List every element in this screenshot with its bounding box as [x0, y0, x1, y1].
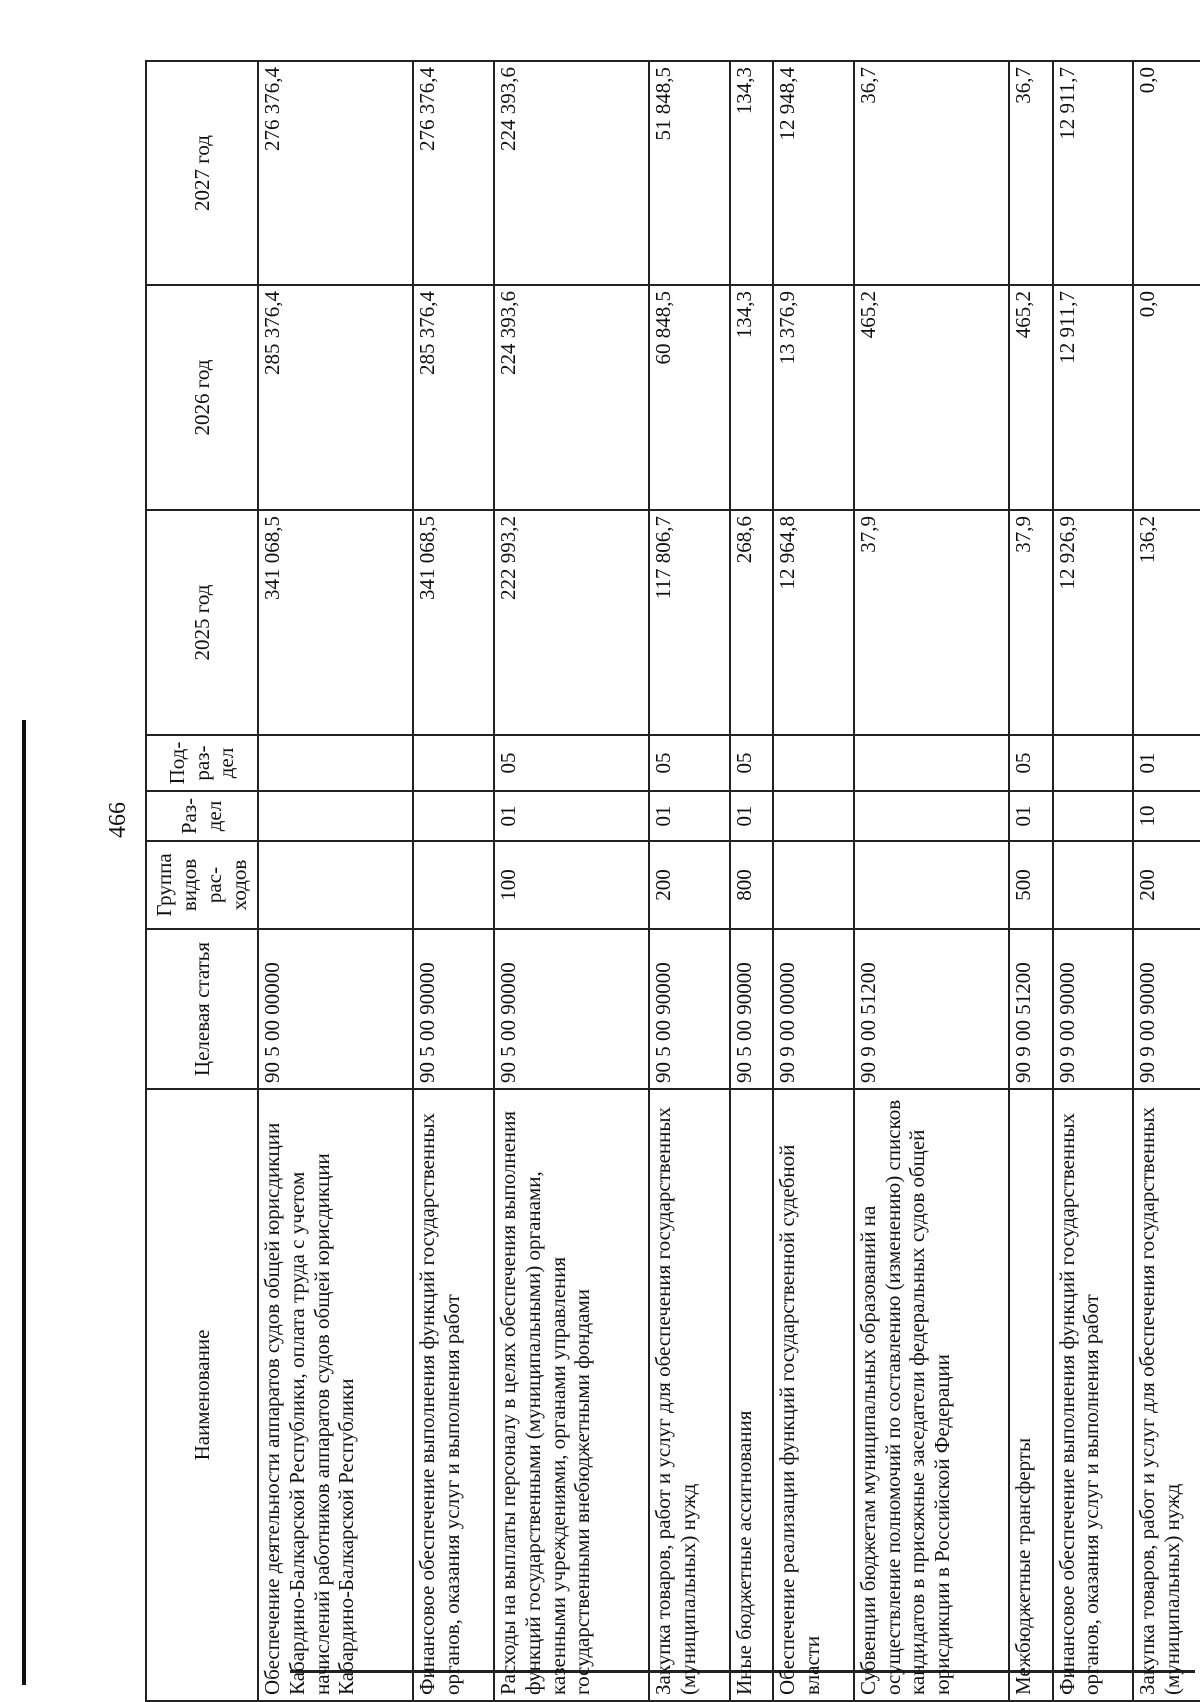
row-expense-group	[854, 841, 1009, 929]
table-row	[649, 61, 730, 1701]
row-2026: 224 393,6	[494, 285, 649, 510]
row-subsection: 05	[1009, 735, 1052, 791]
row-name: Расходы на выплаты персоналу в целях обеспечения выполнения функций государственными (муниципальными) органами, казенными учреждениями, органами управления государственными внебюджетными фондами	[494, 1089, 649, 1701]
header-2027: 2027 год	[146, 61, 258, 285]
row-expense-group: 200	[1133, 841, 1200, 929]
row-2027: 12 948,4	[773, 61, 854, 285]
row-subsection: 05	[649, 735, 730, 791]
row-subsection	[854, 735, 1009, 791]
row-section	[773, 791, 854, 841]
table-row	[1009, 61, 1052, 1701]
row-name: Субвенции бюджетам муниципальных образований на осуществление полномочий по составлению (изменению) списков кандидатов в присяжные заседатели федеральных судов общей юрисдикции в Российской Федерации	[854, 1089, 1009, 1701]
row-2026: 134,3	[730, 285, 773, 510]
row-target-article: 90 9 00 90000	[1133, 929, 1200, 1089]
row-2025: 37,9	[1009, 510, 1052, 735]
header-target-article: Целевая статья	[146, 929, 258, 1089]
row-name: Финансовое обеспечение выполнения функций государственных органов, оказания услуг и выполнения работ	[1053, 1089, 1134, 1701]
header-name: Наименование	[146, 1089, 258, 1701]
row-2025: 136,2	[1133, 510, 1200, 735]
row-2026: 285 376,4	[258, 285, 413, 510]
row-section: 01	[494, 791, 649, 841]
table-row	[413, 61, 494, 1701]
row-2025: 12 926,9	[1053, 510, 1134, 735]
row-2026: 0,0	[1133, 285, 1200, 510]
row-2026: 285 376,4	[413, 285, 494, 510]
table-row	[730, 61, 773, 1701]
row-name: Финансовое обеспечение выполнения функций государственных органов, оказания услуг и выполнения работ	[413, 1089, 494, 1701]
row-subsection	[773, 735, 854, 791]
page-number: 466	[105, 802, 131, 838]
row-target-article: 90 9 00 51200	[1009, 929, 1052, 1089]
row-expense-group	[1053, 841, 1134, 929]
row-target-article: 90 9 00 90000	[1053, 929, 1134, 1089]
table-row	[1053, 61, 1134, 1701]
row-section	[258, 791, 413, 841]
row-section	[413, 791, 494, 841]
row-2025: 222 993,2	[494, 510, 649, 735]
row-2026: 465,2	[854, 285, 1009, 510]
header-2026: 2026 год	[146, 285, 258, 510]
row-subsection	[1053, 735, 1134, 791]
row-2025: 341 068,5	[258, 510, 413, 735]
table-row	[1133, 61, 1200, 1701]
row-section	[1053, 791, 1134, 841]
row-section: 01	[649, 791, 730, 841]
row-expense-group	[258, 841, 413, 929]
row-subsection	[413, 735, 494, 791]
header-2025: 2025 год	[146, 510, 258, 735]
row-2027: 36,7	[1009, 61, 1052, 285]
budget-table	[145, 60, 1200, 1702]
row-2027: 276 376,4	[258, 61, 413, 285]
row-target-article: 90 5 00 90000	[494, 929, 649, 1089]
row-expense-group: 500	[1009, 841, 1052, 929]
row-target-article: 90 5 00 90000	[413, 929, 494, 1089]
row-target-article: 90 5 00 00000	[258, 929, 413, 1089]
row-2027: 224 393,6	[494, 61, 649, 285]
table-rotated-container	[145, 62, 1200, 1702]
table-row	[773, 61, 854, 1701]
row-name: Обеспечение деятельности аппаратов судов общей юрисдикции Кабардино-Балкарской Республики, оплата труда с учетом начислений работников аппаратов судов общей юрисдикции Кабардино-Балкарской Республики	[258, 1089, 413, 1701]
table-row	[854, 61, 1009, 1701]
row-2026: 465,2	[1009, 285, 1052, 510]
row-2025: 341 068,5	[413, 510, 494, 735]
row-subsection: 01	[1133, 735, 1200, 791]
row-subsection: 05	[494, 735, 649, 791]
row-2025: 12 964,8	[773, 510, 854, 735]
table-row	[258, 61, 413, 1701]
row-subsection	[258, 735, 413, 791]
table-body	[258, 61, 1200, 1701]
row-2025: 117 806,7	[649, 510, 730, 735]
row-section: 10	[1133, 791, 1200, 841]
header-section: Раз-дел	[146, 791, 258, 841]
row-2025: 268,6	[730, 510, 773, 735]
row-section: 01	[730, 791, 773, 841]
row-2025: 37,9	[854, 510, 1009, 735]
row-name: Иные бюджетные ассигнования	[730, 1089, 773, 1701]
row-2027: 276 376,4	[413, 61, 494, 285]
header-row	[146, 61, 258, 1701]
row-2027: 134,3	[730, 61, 773, 285]
header-expense-group: Группа видов рас-ходов	[146, 841, 258, 929]
row-target-article: 90 9 00 00000	[773, 929, 854, 1089]
table-row	[494, 61, 649, 1701]
binding-line	[22, 720, 26, 1685]
row-name: Закупка товаров, работ и услуг для обеспечения государственных (муниципальных) нужд	[1133, 1089, 1200, 1701]
row-expense-group	[413, 841, 494, 929]
row-target-article: 90 5 00 90000	[730, 929, 773, 1089]
row-expense-group: 800	[730, 841, 773, 929]
row-2026: 13 376,9	[773, 285, 854, 510]
row-2027: 51 848,5	[649, 61, 730, 285]
row-subsection: 05	[730, 735, 773, 791]
row-2027: 36,7	[854, 61, 1009, 285]
row-2027: 12 911,7	[1053, 61, 1134, 285]
row-2026: 60 848,5	[649, 285, 730, 510]
row-name: Межбюджетные трансферты	[1009, 1089, 1052, 1701]
row-name: Закупка товаров, работ и услуг для обеспечения государственных (муниципальных) нужд	[649, 1089, 730, 1701]
row-expense-group: 100	[494, 841, 649, 929]
row-2026: 12 911,7	[1053, 285, 1134, 510]
row-2027: 0,0	[1133, 61, 1200, 285]
row-expense-group	[773, 841, 854, 929]
row-target-article: 90 5 00 90000	[649, 929, 730, 1089]
header-subsection: Под-раз-дел	[146, 735, 258, 791]
row-expense-group: 200	[649, 841, 730, 929]
row-name: Обеспечение реализации функций государственной судебной власти	[773, 1089, 854, 1701]
row-section	[854, 791, 1009, 841]
row-section: 01	[1009, 791, 1052, 841]
row-target-article: 90 9 00 51200	[854, 929, 1009, 1089]
